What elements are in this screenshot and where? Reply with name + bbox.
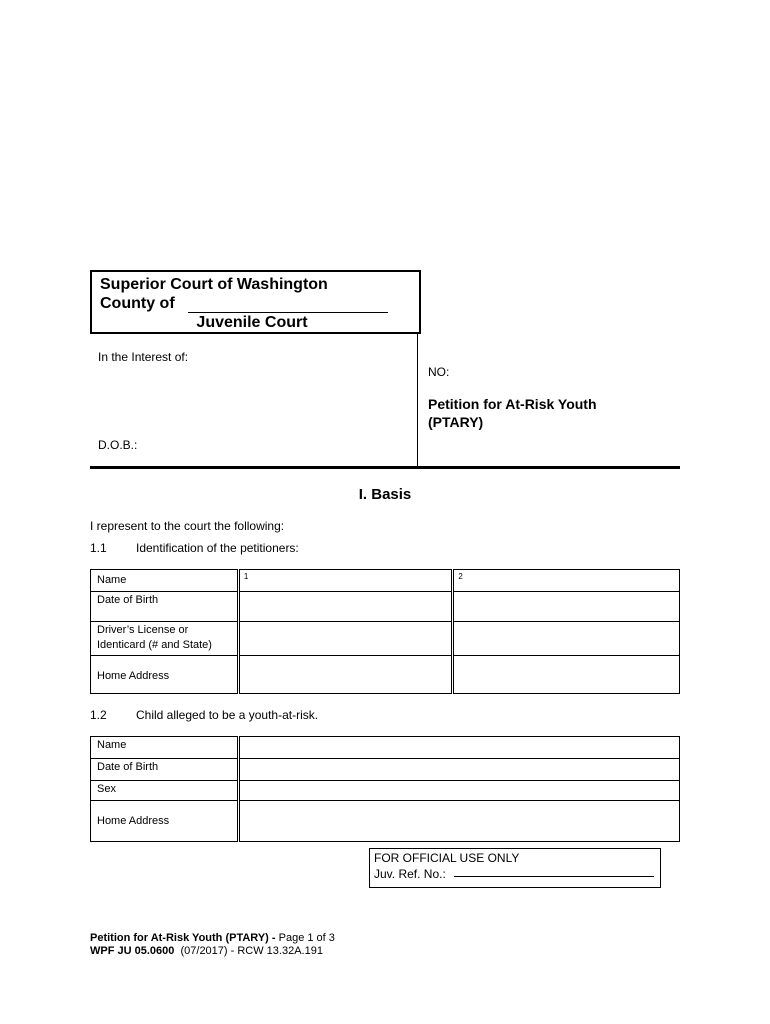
table-row	[91, 592, 680, 622]
section-title: I. Basis	[358, 486, 412, 503]
item-1-2-text: Child alleged to be a youth-at-risk.	[136, 708, 319, 722]
footer-code-rest: (07/2017) - RCW 13.32A.191	[174, 945, 323, 957]
footer-code	[90, 945, 335, 958]
interest-label: In the Interest of:	[98, 350, 189, 364]
child-label-address: Home Address	[91, 801, 239, 842]
official-use-box	[369, 848, 661, 888]
child-table	[90, 736, 680, 842]
column-number: 2	[458, 572, 463, 581]
petition-title	[428, 395, 597, 431]
petitioner-1-name[interactable]	[238, 570, 453, 592]
child-label-dob: Date of Birth	[91, 759, 239, 781]
petitioner-1-dob[interactable]	[238, 592, 453, 622]
footer-title-bold: Petition for At-Risk Youth (PTARY) -	[90, 932, 276, 944]
county-label: County of	[100, 295, 175, 312]
table-row	[91, 801, 680, 842]
row-label-name: Name	[91, 570, 239, 592]
table-row	[91, 737, 680, 759]
child-label-sex: Sex	[91, 781, 239, 801]
row-label-license-line1: Driver’s License or	[97, 624, 189, 636]
child-label-name: Name	[91, 737, 239, 759]
item-1-1-number: 1.1	[90, 541, 107, 555]
column-number: 1	[243, 572, 249, 581]
county-input-line[interactable]	[188, 312, 388, 313]
item-1-2-number: 1.2	[90, 708, 107, 722]
table-row	[91, 622, 680, 656]
court-header-box	[90, 270, 421, 334]
juv-ref-label: Juv. Ref. No.:	[374, 867, 446, 881]
petitioners-table	[90, 569, 680, 694]
official-use-label: FOR OFFICIAL USE ONLY	[374, 851, 520, 865]
table-row	[91, 656, 680, 694]
footer	[90, 932, 335, 958]
court-title: Superior Court of Washington	[100, 276, 328, 293]
dob-label: D.O.B.:	[98, 438, 138, 452]
caption-divider	[417, 332, 418, 468]
child-sex-field[interactable]	[238, 781, 679, 801]
row-label-license-line2: Identicard (# and State)	[97, 639, 212, 651]
child-name-field[interactable]	[238, 737, 679, 759]
petitioner-2-dob[interactable]	[453, 592, 680, 622]
row-label-dob: Date of Birth	[91, 592, 239, 622]
caption-bottom-rule	[90, 466, 680, 469]
intro-text: I represent to the court the following:	[90, 519, 285, 533]
case-number-label: NO:	[428, 365, 450, 379]
petitioner-2-address[interactable]	[453, 656, 680, 694]
juv-ref-input-line[interactable]	[454, 876, 654, 877]
table-row	[91, 759, 680, 781]
footer-code-bold: WPF JU 05.0600	[90, 945, 175, 957]
footer-page: Page 1 of 3	[275, 932, 335, 944]
petitioner-1-license[interactable]	[238, 622, 453, 656]
petition-title-line2: (PTARY)	[428, 414, 484, 430]
petitioner-2-license[interactable]	[453, 622, 680, 656]
child-address-field[interactable]	[238, 801, 679, 842]
table-row	[91, 781, 680, 801]
item-1-1-text: Identification of the petitioners:	[136, 541, 299, 555]
petitioner-2-name[interactable]	[453, 570, 680, 592]
juvenile-court-label: Juvenile Court	[196, 314, 308, 331]
child-dob-field[interactable]	[238, 759, 679, 781]
row-label-license	[91, 622, 239, 656]
petitioner-1-address[interactable]	[238, 656, 453, 694]
table-row	[91, 570, 680, 592]
petition-title-line1: Petition for At-Risk Youth	[428, 396, 597, 412]
footer-title	[90, 932, 335, 945]
row-label-address: Home Address	[91, 656, 239, 694]
